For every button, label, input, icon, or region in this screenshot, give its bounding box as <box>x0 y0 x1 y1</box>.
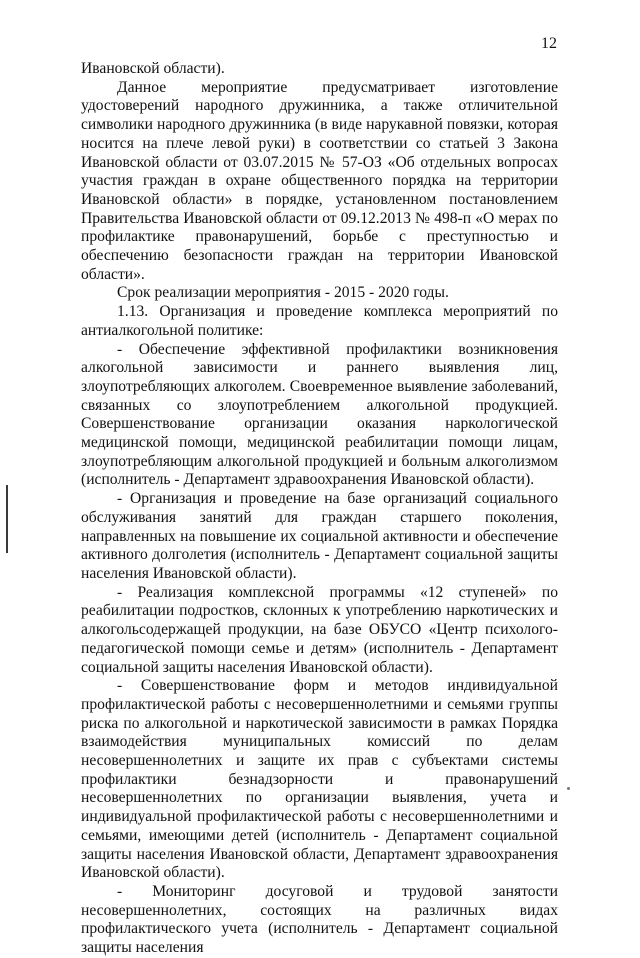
scan-speck <box>567 787 570 790</box>
list-item-12-steps-program: - Реализация комплексной программы «12 ступеней» по реабилитации подростков, склонных к употреблению наркотических и алкогольсодержащей продукции, на базе ОБУСО «Центр психолого-педагогической помощи семье и детям» (исполнитель - Департамент социальной защиты населения Ивановской области). <box>81 583 558 676</box>
paragraph-continuation: Ивановской области). <box>81 60 225 77</box>
document-body <box>81 60 558 958</box>
scan-margin-mark <box>6 485 8 553</box>
paragraph-volunteer-ids: Данное мероприятие предусматривает изготовление удостоверений народного дружинника, а также отличительной символики народного дружинника (в виде нарукавной повязки, которая носится на плече левой руки) в соответствии со статьей 3 Закона Ивановской области от 03.07.2015 № 57-ОЗ «Об отдельных вопросах участия граждан в охране общественного порядка на территории Ивановской области» в порядке, установленном постановлением Правительства Ивановской области от 09.12.2013 № 498-п «О мерах по профилактике правонарушений, борьбе с преступностью и обеспечению безопасности граждан на территории Ивановской области». <box>81 78 558 283</box>
page-number: 12 <box>541 35 557 52</box>
list-item-senior-activity: - Организация и проведение на базе организаций социального обслуживания занятий для граждан старшего поколения, направленных на повышение их социальной активности и обеспечение активного долголетия (исполнитель - Департамент социальной защиты населения Ивановской области). <box>81 490 558 582</box>
list-item-individual-prevention: - Совершенствование форм и методов индивидуальной профилактической работы с несовершеннолетними и семьями группы риска по алкогольной и наркотической зависимости в рамках Порядка взаимодействия муниципальных комиссий по делам несовершеннолетних и защите их прав с субъектами системы профилактики безнадзорности и правонарушений несовершеннолетних по организации выявления, учета и индивидуальной профилактической работы с несовершеннолетними и семьями, имеющими детей (исполнитель - Департамент социальной защиты населения Ивановской области, Департамент здравоохранения Ивановской области). <box>81 677 558 882</box>
list-item-leisure-monitoring: - Мониторинг досуговой и трудовой занятости несовершеннолетних, состоящих на различных видах профилактического учета (исполнитель - Департамент социальной защиты населения <box>81 882 558 957</box>
paragraph-implementation-period: Срок реализации мероприятия - 2015 - 2020 годы. <box>117 284 449 302</box>
list-item-alcohol-prevention: - Обеспечение эффективной профилактики возникновения алкогольной зависимости и раннего выявления лиц, злоупотребляющих алкоголем. Своевременное выявление заболеваний, связанных со злоупотреблением алкогольной продукцией. Совершенствование организации оказания наркологической медицинской помощи, медицинской реабилитации помощи лицам, злоупотребляющим алкогольной продукцией и больным алкоголизмом (исполнитель - Департамент здравоохранения Ивановской области). <box>81 340 558 489</box>
paragraph-section-1-13: 1.13. Организация и проведение комплекса мероприятий по антиалкогольной политике: <box>81 303 558 339</box>
